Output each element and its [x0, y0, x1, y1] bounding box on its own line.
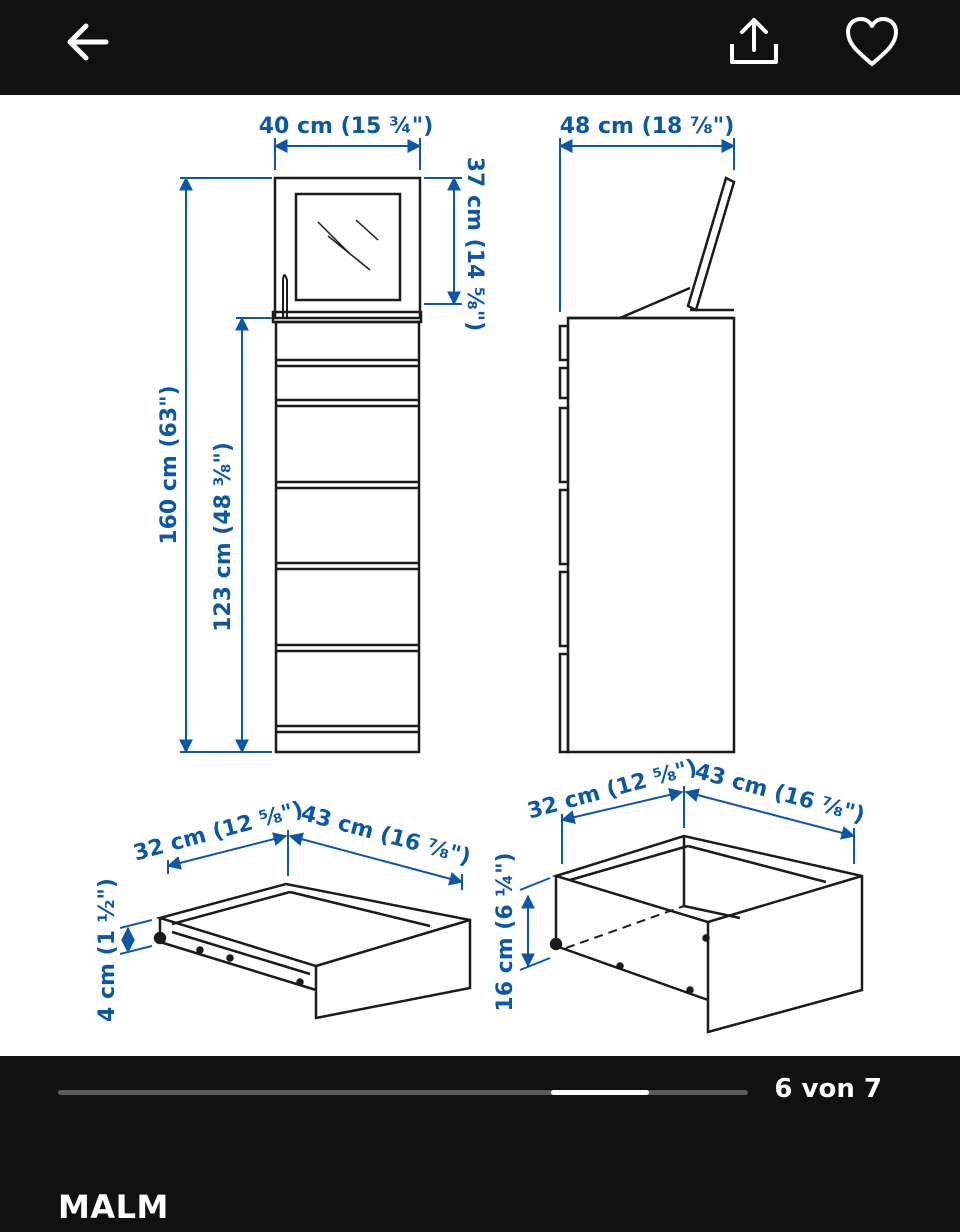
back-button[interactable]: [60, 14, 116, 70]
gallery-counter: 6 von 7: [774, 1074, 882, 1104]
chest-height-label: 123 cm (48 ⅜"): [211, 442, 236, 632]
gallery-progress-thumb[interactable]: [551, 1090, 650, 1095]
product-image[interactable]: [0, 95, 960, 1056]
large-drawer: [551, 836, 862, 1032]
front-width-label: 40 cm (15 ¾"): [258, 114, 434, 139]
share-button[interactable]: [722, 14, 786, 70]
top-bar: [0, 0, 960, 95]
dimension-drawing: [0, 95, 960, 1056]
share-upload-icon: [722, 14, 786, 70]
product-title: MALM: [58, 1188, 169, 1226]
front-view: [273, 178, 421, 752]
large-drawer-width-label: 32 cm (12 ⅝"): [524, 755, 700, 825]
mirror-height-label: 37 cm (14 ⅝"): [462, 156, 487, 332]
side-view: [560, 178, 734, 752]
small-drawer-width-label: 32 cm (12 ⅝"): [130, 797, 306, 867]
favorite-button[interactable]: [842, 12, 902, 72]
bottom-panel: [0, 1056, 960, 1232]
small-drawer-depth-label: 43 cm (16 ⅞"): [298, 801, 474, 871]
large-drawer-depth-label: 43 cm (16 ⅞"): [692, 759, 868, 829]
small-drawer-height-label: 4 cm (1 ½"): [95, 878, 120, 1022]
side-depth-label: 48 cm (18 ⅞"): [559, 114, 735, 139]
gallery-progress-track[interactable]: [58, 1090, 748, 1095]
arrow-left-icon: [60, 14, 116, 70]
large-drawer-height-label: 16 cm (6 ¼"): [493, 852, 518, 1012]
small-drawer: [155, 884, 470, 1018]
total-height-label: 160 cm (63"): [157, 385, 182, 545]
heart-outline-icon: [842, 12, 902, 72]
